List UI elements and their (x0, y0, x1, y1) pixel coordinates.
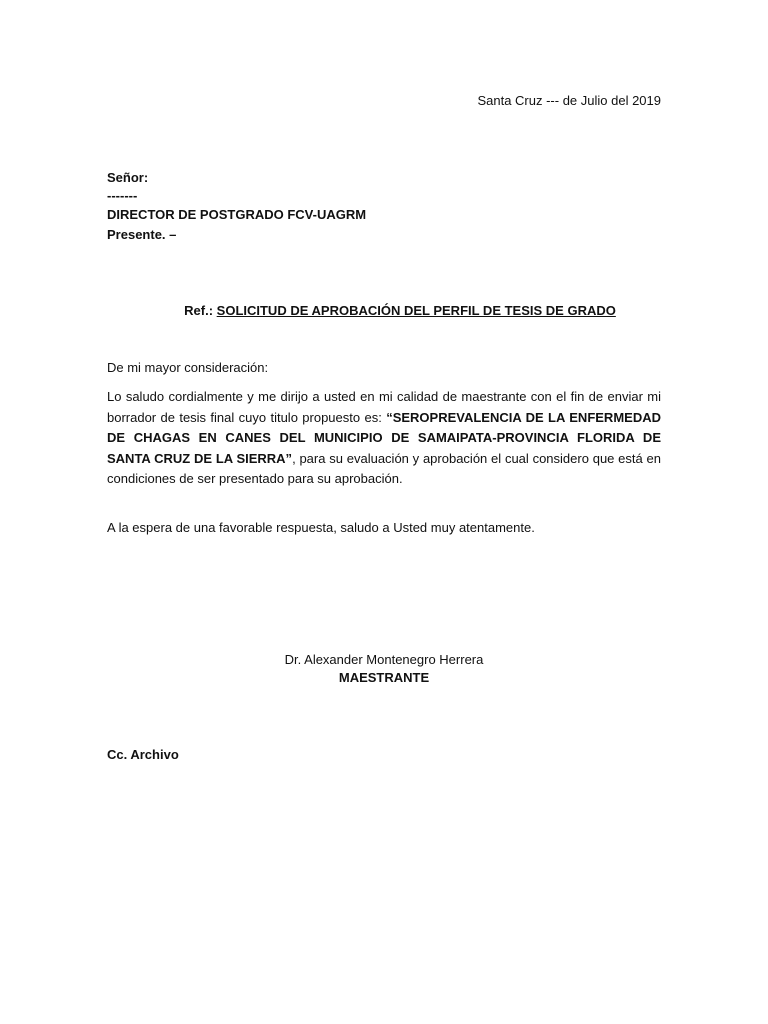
recipient-title: DIRECTOR DE POSTGRADO FCV-UAGRM (107, 207, 367, 222)
signer-name: Dr. Alexander Montenegro Herrera (284, 652, 484, 667)
reference-line (0, 301, 768, 321)
reference-label: Ref.: (184, 303, 214, 318)
recipient-name-placeholder: ------- (107, 188, 138, 203)
thesis-title: “SEROPREVALENCIA DE LA ENFERMEDAD DE CHAGAS EN CANES DEL MUNICIPIO DE SAMAIPATA-PROVINCIA FLORIDA DE SANTA CRUZ DE LA SIERRA” (107, 409, 661, 466)
letter-date: Santa Cruz --- de Julio del 2019 (477, 93, 661, 108)
presente-line: Presente. – (107, 227, 177, 242)
closing-line: A la espera de una favorable respuesta, saludo a Usted muy atentamente. (107, 520, 535, 535)
salutation: Señor: (107, 170, 149, 185)
reference-subject: SOLICITUD DE APROBACIÓN DEL PERFIL DE TESIS DE GRADO (216, 303, 616, 318)
signer-title: MAESTRANTE (338, 670, 430, 685)
greeting: De mi mayor consideración: (107, 360, 269, 375)
body-end: , para su evaluación y aprobación el cual considero que está en condiciones de ser presentado para su aprobación. (107, 450, 661, 486)
body-intro: Lo saludo cordialmente y me dirijo a usted en mi calidad de maestrante con el fin de enviar mi borrador de tesis final cuyo titulo propuesto es: (107, 389, 661, 425)
cc-line: Cc. Archivo (107, 747, 179, 762)
body-paragraph (107, 387, 661, 490)
